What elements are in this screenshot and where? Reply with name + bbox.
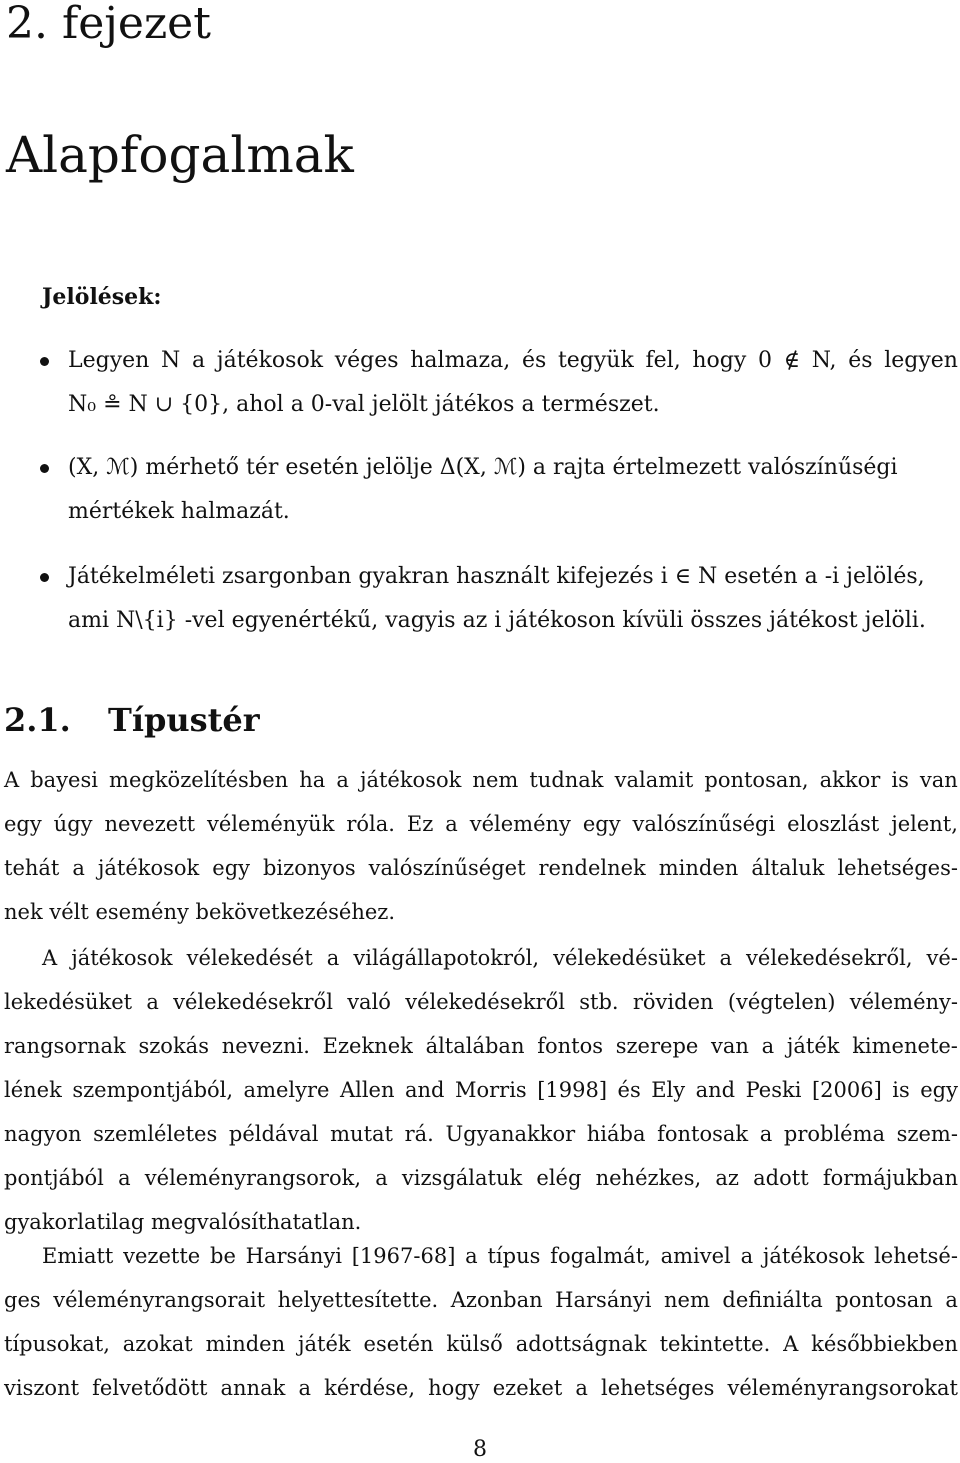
bullet-line: N₀ ≗ N ∪ {0}, ahol a 0-val jelölt játékos a természet. — [68, 392, 660, 417]
section-title: Típustér — [108, 701, 260, 739]
paragraph-line: lekedésüket a vélekedésekről való vélekedésekről stb. röviden (végtelen) vélemény- — [4, 990, 958, 1014]
paragraph-line: rangsornak szokás nevezni. Ezeknek általában fontos szerepe van a játék kimenete- — [4, 1034, 958, 1058]
paragraph-line: Emiatt vezette be Harsányi [1967-68] a típus fogalmát, amivel a játékosok lehetsé- — [42, 1244, 958, 1268]
notations-heading: Jelölések: — [42, 284, 162, 310]
chapter-label: 2. fejezet — [6, 0, 211, 49]
bullet-dot-icon — [40, 573, 49, 582]
page-number: 8 — [473, 1437, 487, 1462]
paragraph-line: A bayesi megközelítésben ha a játékosok nem tudnak valamit pontosan, akkor is van — [4, 768, 958, 792]
paragraph-line: nek vélt esemény bekövetkezéséhez. — [4, 900, 396, 924]
paragraph-line: nagyon szemléletes példával mutat rá. Ugyanakkor hiába fontosak a probléma szem- — [4, 1122, 958, 1146]
paragraph-line: ges véleményrangsorait helyettesítette. Azonban Harsányi nem definiálta pontosan a — [4, 1288, 958, 1312]
paragraph — [4, 1234, 958, 1410]
paragraph-line: egy úgy nevezett véleményük róla. Ez a vélemény egy valószínűségi eloszlást jelent, — [4, 812, 958, 836]
paragraph — [4, 758, 958, 934]
bullet-line: ami N\{i} -vel egyenértékű, vagyis az i játékoson kívüli összes játékost jelöli. — [68, 608, 926, 633]
bullet-line: Játékelméleti zsargonban gyakran használt kifejezés i ∈ N esetén a -i jelölés, — [68, 564, 925, 589]
paragraph-line: pontjából a véleményrangsorok, a vizsgálatuk elég nehézkes, az adott formájukban — [4, 1166, 958, 1190]
paragraph-line: gyakorlatilag megvalósíthatatlan. — [4, 1210, 362, 1234]
bullet-line: (X, ℳ) mérhető tér esetén jelölje Δ(X, ℳ) a rajta értelmezett valószínűségi — [68, 455, 898, 480]
bullet-dot-icon — [40, 464, 49, 473]
bullet-dot-icon — [40, 357, 49, 366]
paragraph-line: tehát a játékosok egy bizonyos valószínűséget rendelnek minden általuk lehetséges- — [4, 856, 958, 880]
bullet-line: mértékek halmazát. — [68, 499, 290, 524]
chapter-title: Alapfogalmak — [6, 126, 354, 184]
paragraph-line: viszont felvetődött annak a kérdése, hogy ezeket a lehetséges véleményrangsorokat — [4, 1376, 958, 1400]
bullet-line: Legyen N a játékosok véges halmaza, és tegyük fel, hogy 0 ∉ N, és legyen — [68, 348, 958, 373]
paragraph-line: lének szempontjából, amelyre Allen and Morris [1998] és Ely and Peski [2006] is egy — [4, 1078, 958, 1102]
paragraph — [4, 936, 958, 1244]
paragraph-line: típusokat, azokat minden játék esetén külső adottságnak tekintette. A későbbiekben — [4, 1332, 958, 1356]
paragraph-line: A játékosok vélekedését a világállapotokról, vélekedésüket a vélekedésekről, vé- — [42, 946, 958, 970]
section-number: 2.1. — [4, 701, 71, 739]
